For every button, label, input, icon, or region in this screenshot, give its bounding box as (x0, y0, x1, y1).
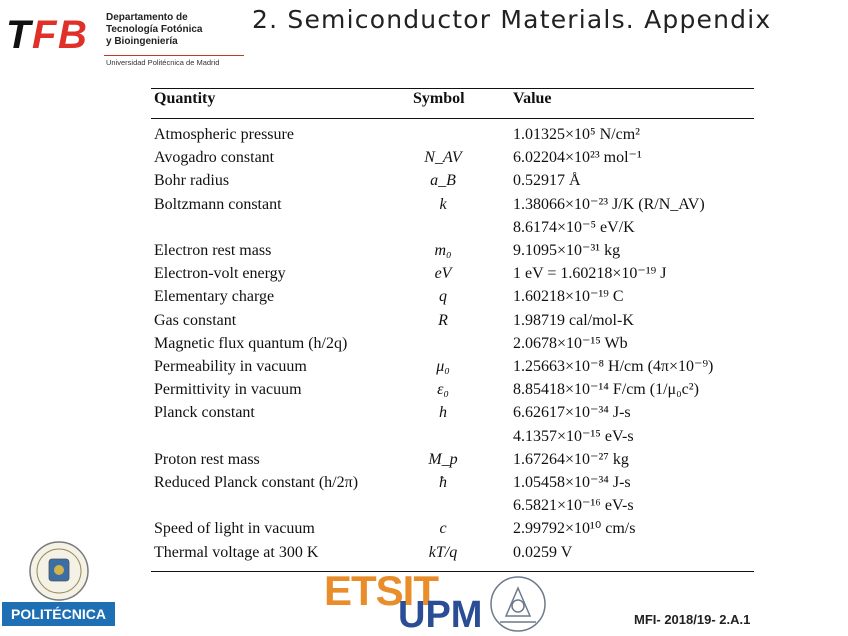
symbol-cell: c (439, 520, 447, 538)
value-cell: 8.85418×10⁻¹⁴ F/cm (1/μ₀c²) (513, 381, 699, 399)
quantity-cell: Boltzmann constant (154, 195, 282, 213)
table-bottom-rule (151, 571, 754, 572)
slide-title: 2. Semiconductor Materials. Appendix (252, 5, 772, 34)
symbol-cell: m₀ (434, 242, 452, 259)
quantity-cell: Magnetic flux quantum (h/2q) (154, 334, 348, 352)
value-cell: 0.52917 Å (513, 172, 581, 190)
value-cell: 1.67264×10⁻²⁷ kg (513, 450, 629, 468)
table-row (151, 216, 754, 239)
quantity-cell: Planck constant (154, 404, 255, 422)
value-cell: 2.99792×10¹⁰ cm/s (513, 520, 636, 538)
quantity-cell: Bohr radius (154, 172, 230, 190)
svg-text:B: B (58, 13, 87, 54)
quantity-cell: Proton rest mass (154, 450, 260, 468)
table-row (151, 262, 754, 285)
quantity-cell: Permittivity in vacuum (154, 381, 302, 399)
table-row (151, 541, 754, 564)
value-cell: 9.1095×10⁻³¹ kg (513, 242, 621, 259)
quantity-cell: Electron-volt energy (154, 265, 286, 283)
value-cell: 6.62617×10⁻³⁴ J-s (513, 404, 631, 422)
header-symbol: Symbol (413, 90, 465, 107)
quantity-cell: Thermal voltage at 300 K (154, 543, 319, 561)
svg-text:F: F (32, 13, 57, 54)
value-cell: 1.05458×10⁻³⁴ J-s (513, 474, 631, 491)
table-row (151, 401, 754, 424)
table-row (151, 448, 754, 471)
quantity-cell: Avogadro constant (154, 149, 275, 167)
slide-code: MFI- 2018/19- 2.A.1 (634, 612, 751, 627)
value-cell: 8.6174×10⁻⁵ eV/K (513, 218, 635, 236)
quantity-cell: Permeability in vacuum (154, 358, 307, 375)
table-row (151, 471, 754, 494)
table-row (151, 169, 754, 192)
header-value: Value (513, 90, 552, 107)
symbol-cell: ε₀ (437, 381, 449, 399)
table-row (151, 355, 754, 378)
upm-crest-left (28, 540, 90, 602)
table-row (151, 309, 754, 332)
symbol-cell: R (438, 311, 448, 329)
tfb-logo (6, 12, 98, 54)
svg-text:T: T (6, 13, 31, 54)
symbol-cell: kT/q (428, 543, 458, 561)
symbol-cell: eV (434, 265, 452, 283)
department-name: Departamento de Tecnología Fotónica y Bioingeniería (106, 12, 203, 47)
symbol-cell: a_B (430, 172, 456, 190)
table-row (151, 332, 754, 355)
table-row (151, 123, 754, 146)
upm-crest-right (488, 574, 548, 634)
header-quantity: Quantity (154, 90, 216, 107)
quantity-cell: Gas constant (154, 311, 237, 329)
upm-logo: UPM (398, 594, 483, 636)
symbol-cell: k (439, 195, 447, 213)
value-cell: 6.5821×10⁻¹⁶ eV-s (513, 497, 634, 515)
table-row (151, 146, 754, 169)
table-row (151, 517, 754, 540)
header-divider (104, 55, 244, 56)
quantity-cell: Electron rest mass (154, 242, 272, 259)
value-cell: 1.25663×10⁻⁸ H/cm (4π×10⁻⁹) (513, 358, 714, 375)
value-cell: 1.60218×10⁻¹⁹ C (513, 288, 624, 306)
value-cell: 1.01325×10⁵ N/cm² (513, 126, 640, 143)
value-cell: 6.02204×10²³ mol⁻¹ (513, 149, 642, 167)
value-cell: 0.0259 V (513, 543, 573, 561)
table-top-rule (151, 88, 754, 89)
table-row (151, 239, 754, 262)
quantity-cell: Reduced Planck constant (h/2π) (154, 474, 359, 491)
value-cell: 2.0678×10⁻¹⁵ Wb (513, 334, 628, 352)
quantity-cell: Speed of light in vacuum (154, 520, 315, 538)
symbol-cell: h (439, 404, 447, 422)
table-row (151, 425, 754, 448)
symbol-cell: μ₀ (436, 358, 450, 375)
symbol-cell: ħ (439, 474, 447, 491)
symbol-cell: q (439, 288, 447, 306)
quantity-cell: Elementary charge (154, 288, 275, 306)
quantity-cell: Atmospheric pressure (154, 126, 294, 143)
value-cell: 1.98719 cal/mol-K (513, 311, 634, 329)
value-cell: 1 eV = 1.60218×10⁻¹⁹ J (513, 265, 667, 283)
table-row (151, 285, 754, 308)
table-row (151, 378, 754, 401)
table-header-rule (151, 118, 754, 119)
symbol-cell: N_AV (424, 149, 462, 167)
value-cell: 4.1357×10⁻¹⁵ eV-s (513, 427, 634, 445)
etsit-logo: ETSIT (324, 567, 439, 614)
table-row (151, 494, 754, 517)
university-name: Universidad Politécnica de Madrid (106, 58, 220, 67)
symbol-cell: M_p (428, 450, 458, 468)
value-cell: 1.38066×10⁻²³ J/K (R/N_AV) (513, 195, 705, 213)
politecnica-badge: POLITÉCNICA (2, 602, 115, 626)
table-row (151, 193, 754, 216)
